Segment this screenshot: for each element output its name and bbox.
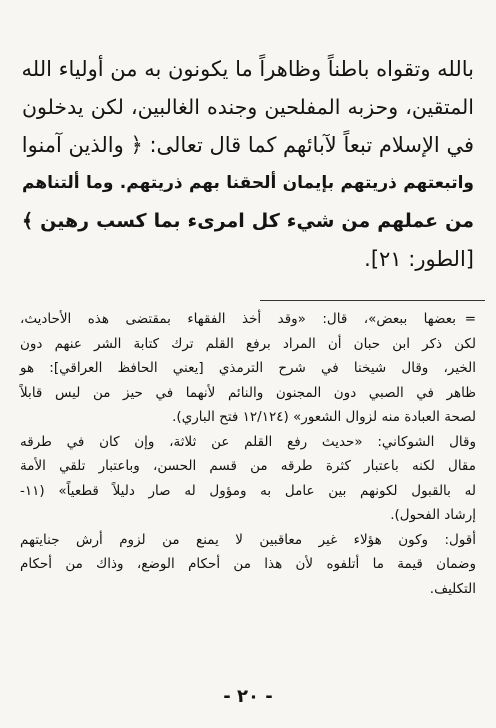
page-number: - ٢٠ -	[223, 686, 273, 707]
footnote-line: لكن ذكر ابن حبان أن المراد برفع القلم ترك كتابة الشر عنهم دون	[20, 335, 476, 352]
main-text-line: بالله وتقواه باطناً وظاهراً ما يكونون به من أولياء الله	[21, 57, 474, 81]
footnotes-block	[20, 307, 476, 601]
footnote-continuation-mark: =	[464, 311, 476, 327]
footnote-line: أقول: وكون هؤلاء غير معاقبين لا يمنع من لزوم أرش جنايتهم	[20, 531, 476, 548]
footnote-line: وقال الشوكاني: «حديث رفع القلم عن ثلاثة، وإن كان في طرقه	[20, 433, 476, 450]
footnote-line: الخير، وقال شيخنا في شرح الترمذي [يعني الحافظ العراقي]: هو	[20, 360, 476, 376]
footnote-line: إرشاد الفحول).	[390, 507, 476, 523]
footnote-line: لصحة العبادة منه لزوال الشعور» (١٢/١٢٤ فتح الباري).	[172, 409, 476, 425]
main-text-line: في الإسلام تبعاً لآبائهم كما قال تعالى: ﴿ والذين آمنوا	[21, 133, 474, 157]
footnote-line: وضمان قيمة ما أتلفوه لأن هذا من أحكام الوضع، وذاك من أحكام	[20, 556, 476, 572]
footnote-line: مقال لكنه باعتبار كثرة طرقه من قسم الحسن، وباعتبار تلقي الأمة	[20, 458, 476, 474]
footnote-separator	[260, 300, 485, 301]
footnote-line: بعضها ببعض»، قال: «وقد أخذ الفقهاء بمقتضى هذه الأحاديث،	[20, 311, 456, 327]
footnote-line: له بالقبول لكونهم بين عامل به ومؤول له صار دليلاً قطعياً» (١١-	[20, 482, 476, 499]
main-text-block	[22, 50, 474, 278]
main-text-line: المتقين، وحزبه المفلحين وجنده الغالبين، لكن يدخلون	[22, 95, 474, 119]
footnote-line: ظاهر في الصبي دون المجنون والنائم لأنهما في حيز من ليس قابلاً	[20, 384, 476, 401]
quran-verse-line: من عملهم من شيء كل امرىء بما كسب رهين ﴾	[22, 210, 474, 232]
quran-verse-line: واتبعتهم ذريتهم بإيمان ألحقنا بهم ذريتهم. وما ألتناهم	[22, 173, 474, 193]
verse-citation: [الطور: ٢١].	[364, 247, 474, 271]
footnote-line: التكليف.	[429, 580, 476, 597]
